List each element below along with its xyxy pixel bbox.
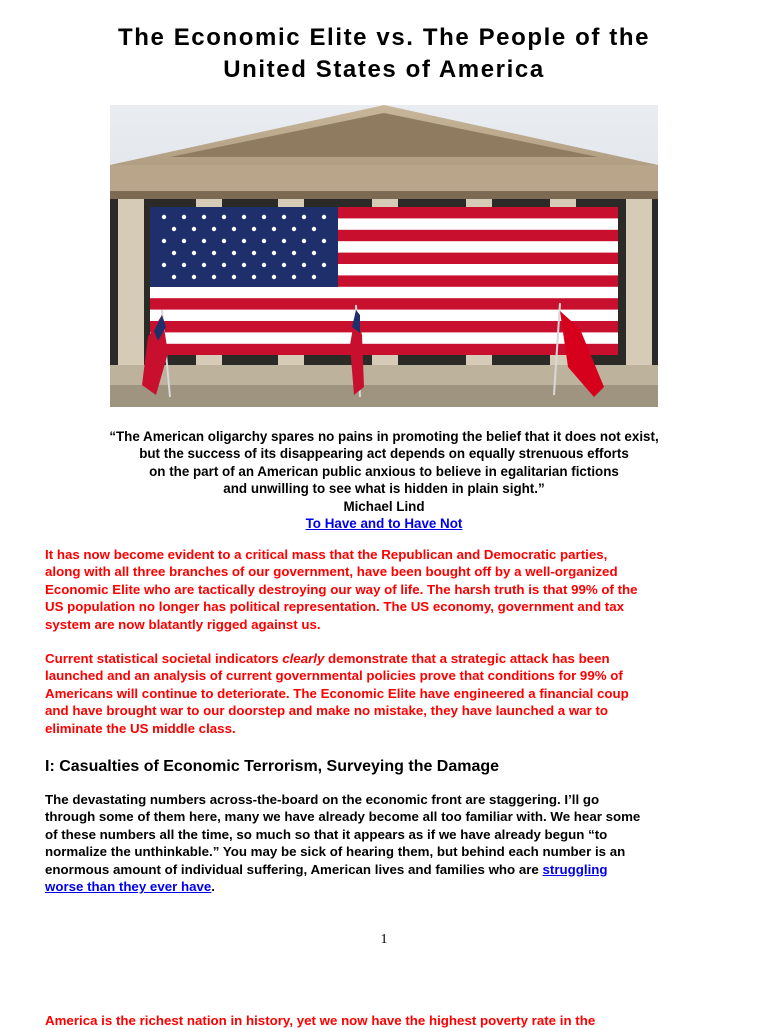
paragraph-text: enormous amount of individual suffering, American lives and families who are	[45, 861, 543, 877]
page-number: 1	[380, 932, 388, 947]
paragraph-line: normalize the unthinkable.” You may be sick of hearing them, but behind each number is an	[45, 844, 626, 860]
quote-line: and unwilling to see what is hidden in plain sight.”	[223, 481, 545, 497]
paragraph-line: eliminate the US middle class.	[45, 720, 236, 736]
quote-source-link[interactable]: To Have and to Have Not	[305, 516, 463, 532]
title-line-2: United States of America	[223, 56, 545, 83]
intro-paragraph-1	[45, 546, 735, 633]
paragraph-text: Current statistical societal indicators	[45, 651, 283, 666]
quote-line: but the success of its disappearing act depends on equally strenuous efforts	[139, 446, 629, 462]
paragraph-text: .	[211, 879, 215, 895]
paragraph-line: Economic Elite who are tactically destroying our way of life. The harsh truth is that 99% of the	[45, 581, 638, 597]
paragraph-line: It has now become evident to a critical mass that the Republican and Democratic parties,	[45, 547, 608, 562]
quote-line: “The American oligarchy spares no pains in promoting the belief that it does not exist,	[109, 429, 659, 444]
document-title	[0, 22, 768, 86]
quote-line: on the part of an American public anxious to believe in egalitarian fictions	[149, 463, 619, 479]
epigraph-quote	[0, 428, 768, 532]
paragraph-line: system are now blatantly rigged against us.	[45, 616, 321, 632]
paragraph-line: Americans will continue to deteriorate. The Economic Elite have engineered a financial coup	[45, 685, 629, 701]
struggling-link[interactable]: struggling	[542, 861, 608, 877]
intro-paragraph-2	[45, 650, 735, 737]
quote-author: Michael Lind	[343, 498, 425, 514]
next-page-partial-line: America is the richest nation in history, yet we now have the highest poverty rate in the	[45, 1013, 596, 1028]
paragraph-line: of these numbers all the time, so much so that it appears as if we have already begun “to	[45, 826, 608, 842]
paragraph-text: demonstrate that a strategic attack has been	[324, 651, 610, 666]
paragraph-line: The devastating numbers across-the-board on the economic front are staggering. I’ll go	[45, 792, 600, 807]
paragraph-line	[45, 878, 735, 895]
body-paragraph	[45, 791, 735, 895]
paragraph-line	[45, 861, 735, 878]
paragraph-line: launched and an analysis of current governmental policies prove that conditions for 99% of	[45, 668, 623, 684]
struggling-link-continued[interactable]: worse than they ever have	[45, 879, 212, 895]
paragraph-line: US population no longer has political representation. The US economy, government and tax	[45, 599, 624, 615]
paragraph-line: through some of them here, many we have already become all too familiar with. We hear some	[45, 809, 641, 825]
paragraph-line	[45, 650, 735, 667]
title-line-1: The Economic Elite vs. The People of the	[117, 24, 651, 51]
stock-exchange-flag-photo	[110, 105, 658, 407]
section-heading: I: Casualties of Economic Terrorism, Surveying the Damage	[45, 758, 500, 775]
paragraph-line: along with all three branches of our government, have been bought off by a well-organized	[45, 564, 618, 580]
paragraph-line: and have brought war to our doorstep and make no mistake, they have launched a war to	[45, 703, 609, 719]
emphasis-text: clearly	[282, 651, 325, 666]
